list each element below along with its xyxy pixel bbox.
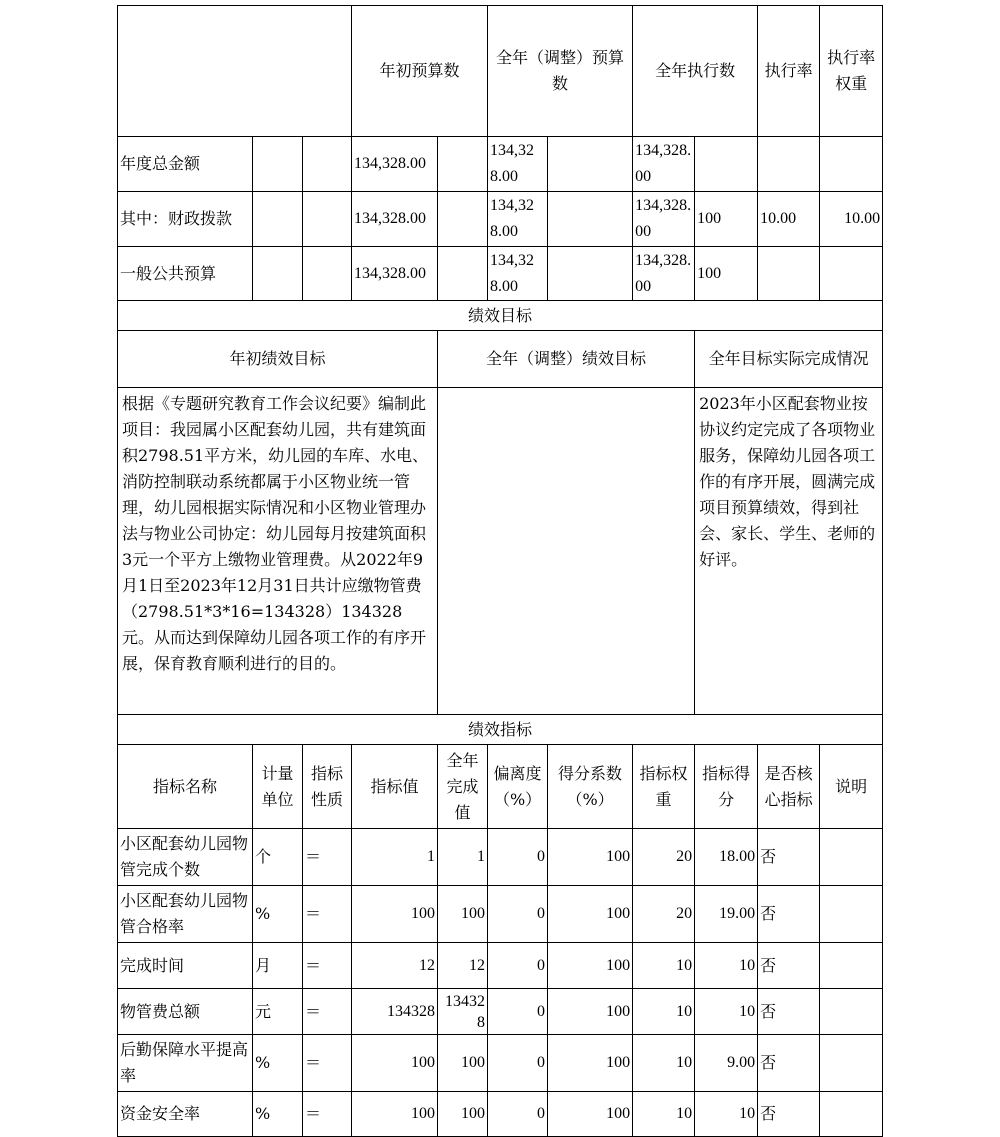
ind-name: 后勤保障水平提高率 [118, 1035, 253, 1092]
goals-header-row [118, 331, 883, 388]
goals-adjusted-header: 全年（调整）绩效目标 [438, 331, 695, 388]
ind-value: 1 [352, 829, 438, 886]
ind-nature: ＝ [303, 989, 352, 1035]
budget-initial: 134,328.00 [352, 247, 438, 301]
budget-adjusted: 134,328.00 [488, 137, 548, 192]
ind-header-note: 说明 [820, 745, 883, 829]
ind-name: 小区配套幼儿园物管完成个数 [118, 829, 253, 886]
ind-completed: 100 [438, 1092, 488, 1137]
empty-cell [303, 192, 352, 247]
indicator-row [118, 886, 883, 943]
ind-value: 12 [352, 943, 438, 989]
ind-header-coef: 得分系数（%） [548, 745, 633, 829]
ind-completed: 1 [438, 829, 488, 886]
empty-cell [253, 192, 303, 247]
ind-deviation: 0 [488, 943, 548, 989]
ind-header-score: 指标得分 [695, 745, 758, 829]
budget-rate: 100 [695, 247, 758, 301]
ind-deviation: 0 [488, 1092, 548, 1137]
ind-header-deviation: 偏离度（%） [488, 745, 548, 829]
empty-cell [253, 247, 303, 301]
ind-header-core: 是否核心指标 [758, 745, 820, 829]
ind-header-completed: 全年完成值 [438, 745, 488, 829]
budget-adjusted: 134,328.00 [488, 192, 548, 247]
ind-completed: 12 [438, 943, 488, 989]
ind-unit: % [253, 1092, 303, 1137]
empty-cell [548, 247, 633, 301]
ind-core: 否 [758, 1092, 820, 1137]
corner-cell [118, 6, 352, 137]
indicator-row [118, 989, 883, 1035]
ind-completed: 134328 [438, 989, 488, 1035]
ind-coef: 100 [548, 1035, 633, 1092]
budget-header-row [118, 6, 883, 137]
indicator-row [118, 829, 883, 886]
budget-initial: 134,328.00 [352, 192, 438, 247]
budget-weight: 10.00 [758, 192, 820, 247]
ind-weight: 20 [633, 886, 695, 943]
goals-actual-header: 全年目标实际完成情况 [695, 331, 883, 388]
empty-cell [438, 192, 488, 247]
ind-name: 完成时间 [118, 943, 253, 989]
ind-unit: 月 [253, 943, 303, 989]
budget-weight [758, 247, 820, 301]
budget-row-label: 其中：财政拨款 [118, 192, 253, 247]
ind-nature: ＝ [303, 943, 352, 989]
ind-score: 10 [695, 1092, 758, 1137]
ind-weight: 10 [633, 1035, 695, 1092]
ind-note [820, 1092, 883, 1137]
header-initial-budget: 年初预算数 [352, 6, 488, 137]
ind-nature: ＝ [303, 1035, 352, 1092]
ind-deviation: 0 [488, 829, 548, 886]
ind-nature: ＝ [303, 829, 352, 886]
goals-initial-text: 根据《专题研究教育工作会议纪要》编制此项目：我园属小区配套幼儿园，共有建筑面积2798.51平方米，幼儿园的车库、水电、消防控制联动系统都属于小区物业统一管理，幼儿园根据实际情况和小区物业管理办法与物业公司协定：幼儿园每月按建筑面积3元一个平方上缴物业管理费。从2022年9月1日至2023年12月31日共计应缴物管费（2798.51*3*16=134328）134328元。从而达到保障幼儿园各项工作的有序开展，保育教育顺利进行的目的。 [118, 388, 438, 715]
ind-weight: 10 [633, 989, 695, 1035]
budget-score [820, 137, 883, 192]
indicators-header-row [118, 745, 883, 829]
budget-row [118, 192, 883, 247]
goals-section-title: 绩效目标 [118, 301, 883, 331]
budget-initial: 134,328.00 [352, 137, 438, 192]
ind-weight: 10 [633, 943, 695, 989]
indicator-row [118, 1035, 883, 1092]
goals-adjusted-text [438, 388, 695, 715]
ind-unit: 元 [253, 989, 303, 1035]
ind-note [820, 1035, 883, 1092]
ind-score: 18.00 [695, 829, 758, 886]
ind-name: 资金安全率 [118, 1092, 253, 1137]
empty-cell [303, 137, 352, 192]
budget-row [118, 137, 883, 192]
ind-score: 10 [695, 943, 758, 989]
ind-note [820, 829, 883, 886]
ind-note [820, 943, 883, 989]
budget-rate [695, 137, 758, 192]
empty-cell [548, 192, 633, 247]
ind-weight: 20 [633, 829, 695, 886]
goals-initial-header: 年初绩效目标 [118, 331, 438, 388]
ind-name: 小区配套幼儿园物管合格率 [118, 886, 253, 943]
ind-unit: % [253, 1035, 303, 1092]
ind-coef: 100 [548, 829, 633, 886]
ind-value: 134328 [352, 989, 438, 1035]
ind-value: 100 [352, 1092, 438, 1137]
empty-cell [438, 247, 488, 301]
ind-score: 19.00 [695, 886, 758, 943]
goals-section-row [118, 301, 883, 331]
budget-adjusted: 134,328.00 [488, 247, 548, 301]
budget-executed: 134,328.00 [633, 247, 695, 301]
ind-header-unit: 计量单位 [253, 745, 303, 829]
ind-header-name: 指标名称 [118, 745, 253, 829]
goals-content-row [118, 388, 883, 715]
budget-row-label: 年度总金额 [118, 137, 253, 192]
ind-deviation: 0 [488, 1035, 548, 1092]
ind-note [820, 886, 883, 943]
ind-core: 否 [758, 886, 820, 943]
ind-header-value: 指标值 [352, 745, 438, 829]
ind-core: 否 [758, 829, 820, 886]
indicators-section-title: 绩效指标 [118, 715, 883, 745]
header-rate-weight: 执行率权重 [820, 6, 883, 137]
empty-cell [438, 137, 488, 192]
ind-deviation: 0 [488, 886, 548, 943]
ind-score: 10 [695, 989, 758, 1035]
budget-executed: 134,328.00 [633, 137, 695, 192]
ind-score: 9.00 [695, 1035, 758, 1092]
ind-core: 否 [758, 943, 820, 989]
empty-cell [253, 137, 303, 192]
budget-score: 10.00 [820, 192, 883, 247]
ind-note [820, 989, 883, 1035]
ind-coef: 100 [548, 1092, 633, 1137]
ind-nature: ＝ [303, 1092, 352, 1137]
budget-executed: 134,328.00 [633, 192, 695, 247]
ind-completed: 100 [438, 1035, 488, 1092]
header-adjusted-budget: 全年（调整）预算数 [488, 6, 633, 137]
ind-completed: 100 [438, 886, 488, 943]
ind-unit: % [253, 886, 303, 943]
indicator-row [118, 943, 883, 989]
budget-row-label: 一般公共预算 [118, 247, 253, 301]
ind-unit: 个 [253, 829, 303, 886]
ind-value: 100 [352, 1035, 438, 1092]
ind-header-nature: 指标性质 [303, 745, 352, 829]
budget-rate: 100 [695, 192, 758, 247]
ind-core: 否 [758, 989, 820, 1035]
ind-weight: 10 [633, 1092, 695, 1137]
ind-name: 物管费总额 [118, 989, 253, 1035]
indicator-row [118, 1092, 883, 1137]
ind-value: 100 [352, 886, 438, 943]
budget-row [118, 247, 883, 301]
indicators-section-row [118, 715, 883, 745]
empty-cell [303, 247, 352, 301]
performance-table [117, 5, 883, 1137]
ind-core: 否 [758, 1035, 820, 1092]
ind-coef: 100 [548, 886, 633, 943]
ind-coef: 100 [548, 989, 633, 1035]
ind-nature: ＝ [303, 886, 352, 943]
empty-cell [548, 137, 633, 192]
ind-header-weight: 指标权重 [633, 745, 695, 829]
goals-actual-text: 2023年小区配套物业按协议约定完成了各项物业服务，保障幼儿园各项工作的有序开展，圆满完成项目预算绩效，得到社会、家长、学生、老师的好评。 [695, 388, 883, 715]
budget-score [820, 247, 883, 301]
budget-weight [758, 137, 820, 192]
ind-coef: 100 [548, 943, 633, 989]
header-exec-rate: 执行率 [758, 6, 820, 137]
ind-deviation: 0 [488, 989, 548, 1035]
header-executed: 全年执行数 [633, 6, 758, 137]
